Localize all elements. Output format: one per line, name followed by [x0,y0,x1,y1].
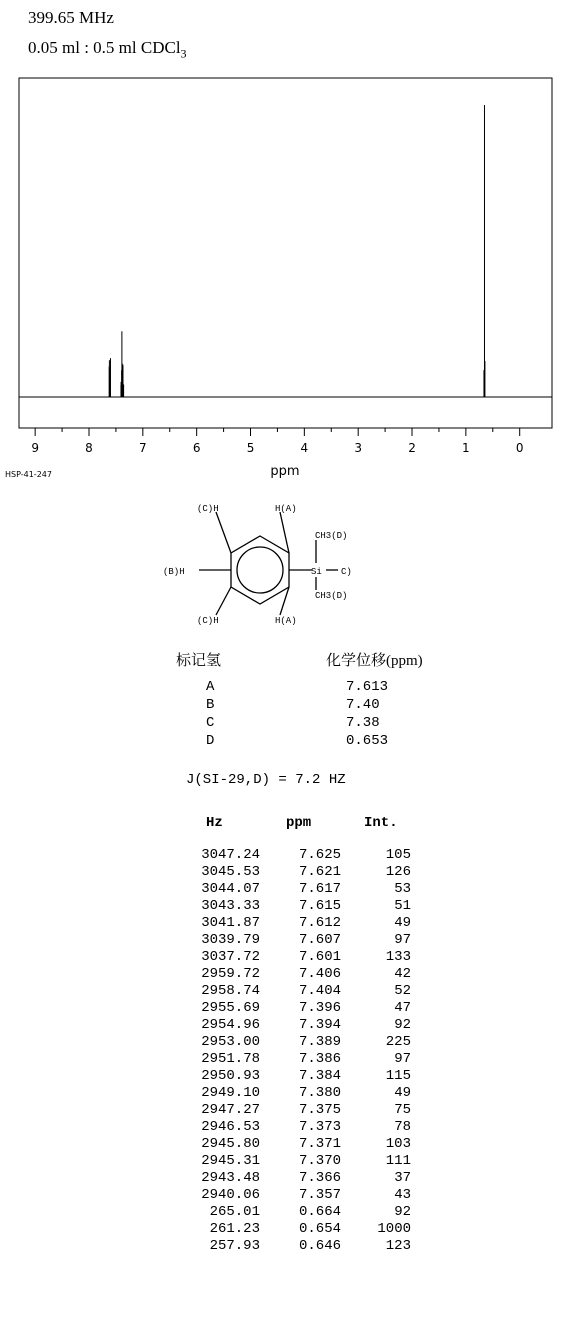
bond-ch-top-left [216,512,231,553]
label-bottom-left-h: (C)H [197,616,219,626]
peak-cell: 92 [394,1204,411,1220]
peak-cell: 2943.48 [201,1170,260,1186]
solvent-text: 0.05 ml : 0.5 ml CDCl [28,38,181,57]
peak-cell: 0.654 [298,1221,341,1237]
peak-cell: 103 [385,1136,411,1152]
label-methyl-top: CH3(D) [315,531,348,541]
peak-int-column [350,847,411,1255]
peak-cell: 2955.69 [201,1000,260,1016]
peak-cell: 52 [394,983,411,999]
assignment-label: C [206,715,215,731]
assignment-shift: 7.40 [346,697,380,713]
peak-header-ppm: ppm [286,815,312,831]
peak-cell: 2945.80 [201,1136,260,1152]
peak-cell: 78 [394,1119,411,1135]
peak-cell: 133 [385,949,411,965]
peak-cell: 7.375 [298,1102,341,1118]
x-tick-label: 1 [462,441,470,455]
peak-cell: 2950.93 [201,1068,260,1084]
peak-cell: 2946.53 [201,1119,260,1135]
benzene-ring [231,536,289,604]
peak-cell: 97 [394,1051,411,1067]
label-top-right-h: H(A) [275,504,297,514]
peak-cell: 7.404 [298,983,341,999]
peak-cell: 115 [385,1068,411,1084]
spectrometer-frequency: 399.65 MHz [28,8,114,27]
peak-cell: 3039.79 [201,932,260,948]
peak-cell: 75 [394,1102,411,1118]
x-tick-label: 7 [139,441,147,455]
peak-cell: 126 [385,864,411,880]
peak-cell: 7.380 [298,1085,341,1101]
x-tick-label: 9 [31,441,39,455]
peak-cell: 3044.07 [201,881,260,897]
peak-cell: 2959.72 [201,966,260,982]
peak-cell: 7.601 [298,949,341,965]
peak-cell: 225 [385,1034,411,1050]
peak-cell: 257.93 [209,1238,260,1254]
peak-cell: 2954.96 [201,1017,260,1033]
peak-cell: 7.384 [298,1068,341,1084]
peak-cell: 7.386 [298,1051,341,1067]
assignment-shift: 0.653 [346,733,389,749]
peak-cell: 2949.10 [201,1085,260,1101]
peak-cell: 7.396 [298,1000,341,1016]
peak-cell: 3041.87 [201,915,260,931]
x-tick-label: 0 [515,441,524,455]
label-methyl-right: C) [341,567,352,577]
peak-header-int: Int. [364,815,398,831]
peak-cell: 97 [394,932,411,948]
coupling-constant: J(SI-29,D) = 7.2 HZ [186,772,346,788]
peak-cell: 261.23 [209,1221,260,1237]
peak-cell: 3037.72 [201,949,260,965]
peak-cell: 7.371 [298,1136,341,1152]
x-tick-label: 6 [192,441,201,455]
peak-cell: 2953.00 [201,1034,260,1050]
peak-cell: 7.625 [298,847,341,863]
peak-cell: 3047.24 [201,847,260,863]
bond-ch-bottom-left [216,587,231,615]
assignment-label: D [206,733,215,749]
x-tick-label: 3 [354,441,363,455]
peak-cell: 2940.06 [201,1187,260,1203]
peak-cell: 1000 [377,1221,411,1237]
peak-hz-column [190,847,260,1255]
x-tick-label: 2 [408,441,416,455]
spectrum-code: HSP-41-247 [5,470,52,479]
peak-cell: 7.366 [298,1170,341,1186]
label-bottom-right-h: H(A) [275,616,297,626]
assignment-shift: 7.613 [346,679,389,695]
peak-cell: 111 [385,1153,411,1169]
solvent-subscript: 3 [180,46,187,61]
peak-cell: 2958.74 [201,983,260,999]
peak-cell: 0.664 [298,1204,341,1220]
peak-cell: 47 [394,1000,411,1016]
aromatic-circle [237,547,283,593]
peak-cell: 42 [394,966,411,982]
assignment-header-shift: 化学位移(ppm) [326,653,423,669]
assignment-label: A [206,679,215,695]
peak-cell: 105 [385,847,411,863]
x-tick-label: 4 [300,441,309,455]
peak-cell: 7.615 [298,898,341,914]
peak-cell: 7.370 [298,1153,341,1169]
peak-cell: 265.01 [209,1204,260,1220]
label-top-left-h: (C)H [197,504,219,514]
peak-cell: 92 [394,1017,411,1033]
label-methyl-bottom: CH3(D) [315,591,348,601]
label-left-h: (B)H [163,567,185,577]
assignment-label: B [206,697,215,713]
peak-cell: 2947.27 [201,1102,260,1118]
peak-cell: 53 [394,881,411,897]
peak-header-hz: Hz [206,815,223,831]
assignment-shift: 7.38 [346,715,380,731]
assignment-header-label: 标记氢 [176,653,222,669]
peak-cell: 3043.33 [201,898,260,914]
peak-ppm-column [280,847,341,1255]
peak-cell: 7.394 [298,1017,341,1033]
peak-cell: 7.406 [298,966,341,982]
peak-cell: 37 [394,1170,411,1186]
label-si: Si [311,567,322,577]
peak-cell: 7.357 [298,1187,341,1203]
peak-cell: 7.617 [298,881,341,897]
peak-cell: 7.607 [298,932,341,948]
peak-cell: 7.389 [298,1034,341,1050]
peak-cell: 3045.53 [201,864,260,880]
peak-cell: 7.373 [298,1119,341,1135]
x-tick-label: 5 [246,441,255,455]
x-axis-label: ppm [270,464,300,479]
peak-cell: 7.621 [298,864,341,880]
peak-cell: 123 [385,1238,411,1254]
peak-cell: 2945.31 [201,1153,260,1169]
peak-cell: 49 [394,915,411,931]
molecular-structure [0,0,570,640]
peak-cell: 7.612 [298,915,341,931]
x-tick-label: 8 [85,441,93,455]
peak-cell: 43 [394,1187,411,1203]
peak-cell: 51 [394,898,411,914]
bond-ch-top-right [280,512,289,553]
peak-cell: 0.646 [298,1238,341,1254]
peak-cell: 2951.78 [201,1051,260,1067]
peak-cell: 49 [394,1085,411,1101]
